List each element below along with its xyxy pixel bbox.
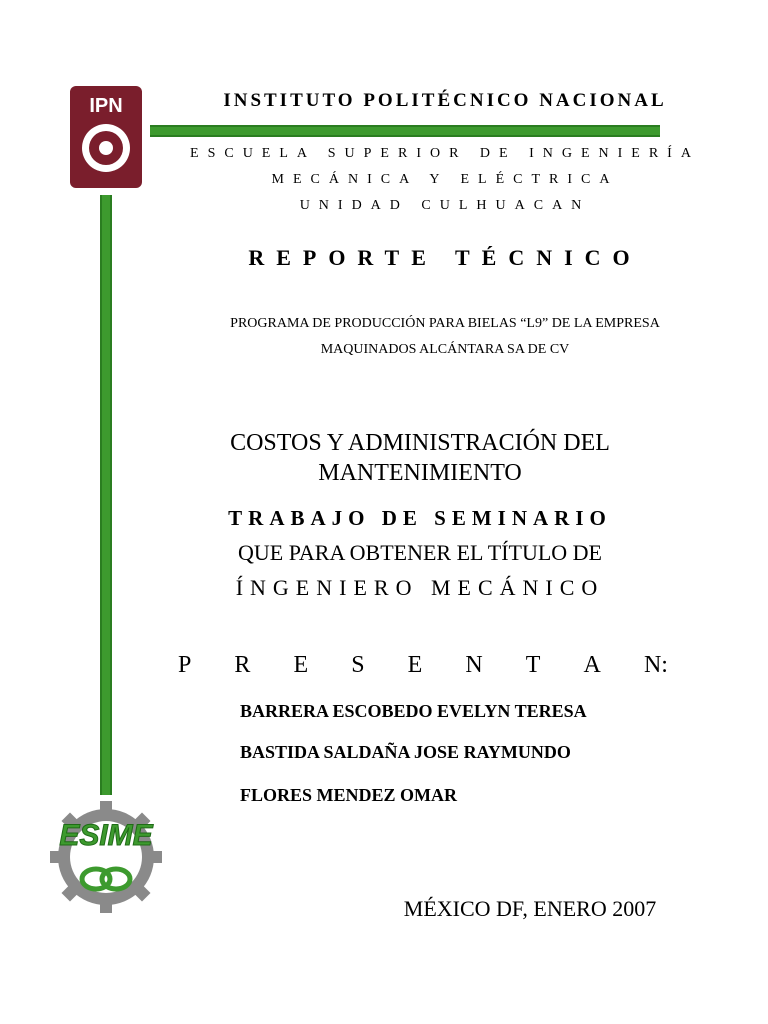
course-title (130, 428, 710, 488)
course-title-line-2: MANTENIMIENTO (318, 460, 522, 486)
program-line-1: PROGRAMA DE PRODUCCIÓN PARA BIELAS “L9” DE LA EMPRESA (230, 316, 660, 331)
green-vertical-rule (100, 195, 112, 795)
school-line-1: ESCUELA SUPERIOR DE INGENIERÍA (190, 146, 700, 161)
program-line-2: MAQUINADOS ALCÁNTARA SA DE CV (320, 342, 570, 357)
presenters-letter: S (351, 652, 365, 678)
presenter-name: BARRERA ESCOBEDO EVELYN TERESA (240, 701, 587, 721)
degree-line: ÍNGENIERO MECÁNICO (235, 575, 605, 600)
esime-logo (44, 797, 168, 915)
school-line-2: MECÁNICA Y ELÉCTRICA (271, 172, 619, 187)
presenters-letter: N: (643, 652, 668, 678)
presenters-letter: P (178, 652, 192, 678)
report-type: REPORTE TÉCNICO (248, 245, 642, 270)
presenter-name: BASTIDA SALDAÑA JOSE RAYMUNDO (240, 742, 571, 762)
presenters-letter: R (234, 652, 251, 678)
school-line-3: UNIDAD CULHUACAN (299, 198, 591, 213)
ipn-logo-text: IPN (89, 95, 123, 117)
work-type: TRABAJO DE SEMINARIO (228, 506, 612, 530)
presenters-letter: N (465, 652, 483, 678)
esime-logo-gear (50, 801, 162, 913)
institution-name: INSTITUTO POLITÉCNICO NACIONAL (223, 90, 667, 111)
presenters-letter: T (525, 652, 541, 678)
presenters-letter: A (583, 652, 601, 678)
presenters-label (178, 652, 668, 679)
esime-logo-text: ESIME (59, 819, 153, 852)
place-and-date: MÉXICO DF, ENERO 2007 (403, 896, 657, 921)
purpose-line: QUE PARA OBTENER EL TÍTULO DE (237, 540, 602, 565)
presenter-name: FLORES MENDEZ OMAR (240, 785, 458, 805)
course-title-line-1: COSTOS Y ADMINISTRACIÓN DEL (230, 430, 610, 456)
ipn-logo-center (99, 141, 113, 155)
ipn-logo (66, 82, 146, 192)
presenters-letter: E (407, 652, 423, 678)
presenters-letter: E (293, 652, 309, 678)
green-horizontal-rule (150, 125, 660, 137)
